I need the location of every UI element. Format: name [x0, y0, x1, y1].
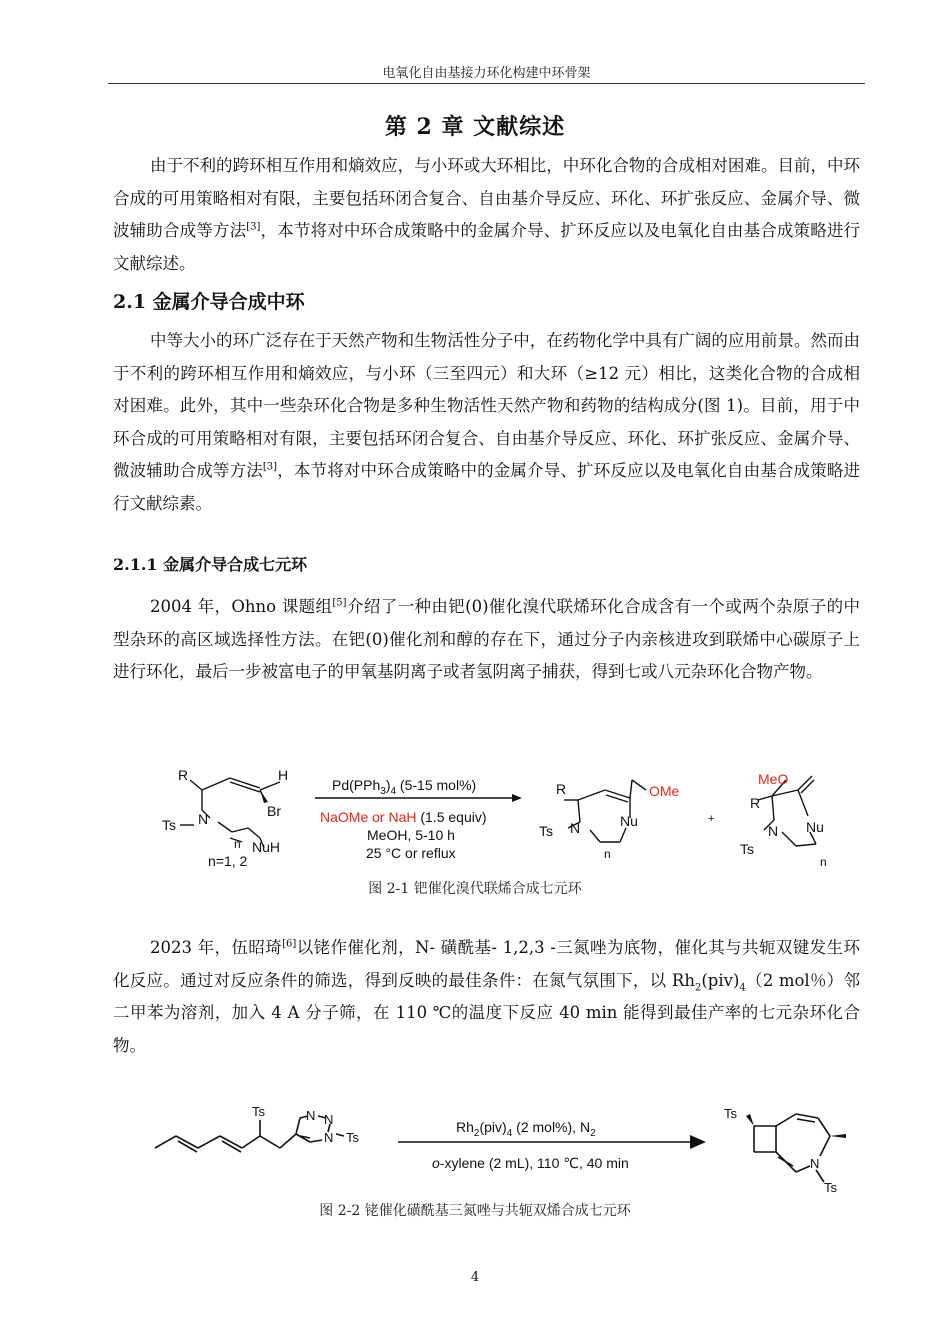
section-2-1-text-1: 中等大小的环广泛存在于天然产物和生物活性分子中，在药物化学中具有广阔的应用前景。然而由于不利的跨环相互作用和熵效应，与小环（三至四元）和大环（≥12 元）相比，这类化合物的合成相对困难。此外，其中一些杂环化合物是多种生物活性天然产物和药物的结构成分(图 1)。目前，用于中环合成的可用策略相对有限，主要包括环闭合复合、自由基介导反应、环化、环扩张反应、金属介导、微波辅助合成等方法 — [113, 331, 860, 481]
product-n: N — [810, 1156, 820, 1171]
product2-r: R — [750, 795, 761, 811]
intro-paragraph — [113, 150, 860, 280]
reagent-line-1: $Pd(PPh_3)_4$ (5-15 mol%) — [332, 777, 477, 797]
product1-n-index: n — [604, 847, 611, 861]
substrate-nuh: NuH — [252, 839, 281, 855]
substrate-n: N — [198, 811, 209, 827]
triazole-ts: Ts — [346, 1130, 359, 1145]
citation: [5] — [332, 597, 347, 609]
triazole-n1: N — [306, 1108, 316, 1123]
subscript: 2 — [694, 981, 702, 993]
reagent-line-2: NaOMe or NaH (1.5 equiv) — [320, 809, 487, 825]
scheme-rh-triazole-cyclization — [150, 1100, 860, 1195]
citation: [3] — [262, 461, 278, 473]
intro-text-1: 由于不利的跨环相互作用和熵效应，与小环或大环相比，中环化合物的合成相对困难。目前，中环合成的可用策略相对有限，主要包括环闭合复合、自由基介导反应、环化、环扩张反应、金属介导、微波辅助合成等方法 — [113, 156, 860, 241]
substrate-n-index: n — [234, 837, 241, 851]
section-heading-2-1: 2.1 金属介导合成中环 — [113, 291, 305, 313]
rh-text-1: 2023 年，伍昭琦 — [150, 938, 283, 957]
scheme1-caption: 图 2-1 钯催化溴代联烯合成七元环 — [368, 881, 582, 897]
ohno-text-1: 2004 年，Ohno 课题组 — [150, 597, 333, 616]
substrate-ts-label: Ts — [252, 1104, 265, 1119]
chapter-title: 第 2 章 文献综述 — [384, 114, 566, 140]
ohno-text-2: 介绍了一种由钯(0)催化溴代联烯环化合成含有一个或两个杂原子的中型杂环的高区域选择性方法。在钯(0)催化剂和醇的存在下，通过分子内亲核进攻到联烯中心碳原子上进行环化，最后一步被富电子的甲氧基阴离子或者氢阴离子捕获，得到七或八元杂环化合物产物。 — [113, 597, 861, 682]
section-heading-2-1-1: 2.1.1 金属介导合成七元环 — [113, 555, 308, 574]
running-header: 电氧化自由基接力环化构建中环骨架 — [382, 66, 591, 81]
header-rule — [108, 83, 865, 84]
rh-text-3: (piv) — [701, 970, 740, 990]
reagent-line-1: $Rh_2(piv)_4$ (2 mol%), $N_2$ — [456, 1119, 596, 1139]
product2-n-index: n — [820, 855, 827, 869]
scheme2-caption: 图 2-2 铑催化磺酰基三氮唑与共轭双烯合成七元环 — [319, 1203, 631, 1219]
product2-ts: Ts — [740, 841, 754, 857]
intro-text-2: ，本节将对中环合成策略中的金属介导、扩环反应以及电氧化自由基合成策略进行文献综述。 — [113, 221, 861, 273]
substrate-r: R — [178, 767, 189, 783]
substrate-br: Br — [267, 803, 281, 819]
product1-nu: Nu — [620, 813, 638, 829]
triazole-n2: N — [324, 1112, 334, 1127]
reagent-line-4: 25 °C or reflux — [366, 845, 456, 861]
product2-n: N — [768, 823, 779, 839]
reagent-line-2: o-xylene (2 mL), 110 ℃, 40 min — [432, 1155, 629, 1171]
product2-meo: MeO — [758, 771, 789, 787]
reagent-line-3: MeOH, 5-10 h — [367, 827, 455, 843]
product1-ts: Ts — [539, 823, 553, 839]
subscript: 4 — [739, 981, 746, 993]
product-ts: Ts — [724, 1106, 737, 1121]
product-n-ts: Ts — [824, 1180, 837, 1195]
substrate-h: H — [278, 767, 289, 783]
section-2-1-text-2: ，本节将对中环合成策略中的金属介导、扩环反应以及电氧化自由基合成策略进行文献综素。 — [113, 461, 861, 513]
substrate-ts: Ts — [162, 817, 176, 833]
rh-paragraph — [113, 932, 860, 1062]
plus-sign: + — [708, 813, 715, 825]
citation: [6] — [282, 938, 297, 950]
citation: [3] — [246, 221, 261, 233]
rh-text-2: 以铑作催化剂，N- 磺酰基- 1,2,3 -三氮唑为底物，催化其与共轭双键发生环化反应。通过对反应条件的筛选，得到反映的最佳条件：在氮气氛围下，以 Rh — [113, 938, 860, 990]
triazole-n3: N — [324, 1130, 334, 1145]
section-2-1-paragraph — [113, 325, 860, 521]
substrate-n-range: n=1, 2 — [208, 853, 248, 869]
product1-n: N — [570, 820, 581, 836]
ohno-paragraph — [113, 591, 860, 689]
scheme-pd-allene-cyclization — [160, 760, 860, 875]
product2-nu: Nu — [806, 819, 824, 835]
page-number: 4 — [470, 1270, 480, 1285]
product1-r: R — [556, 781, 567, 797]
product1-ome: OMe — [649, 783, 680, 799]
rh-text-4: （2 mol％）邻二甲苯为溶剂，加入 4 A 分子筛，在 110 ℃的温度下反应 40 min 能得到最佳产率的七元杂环化合物。 — [113, 970, 861, 1055]
